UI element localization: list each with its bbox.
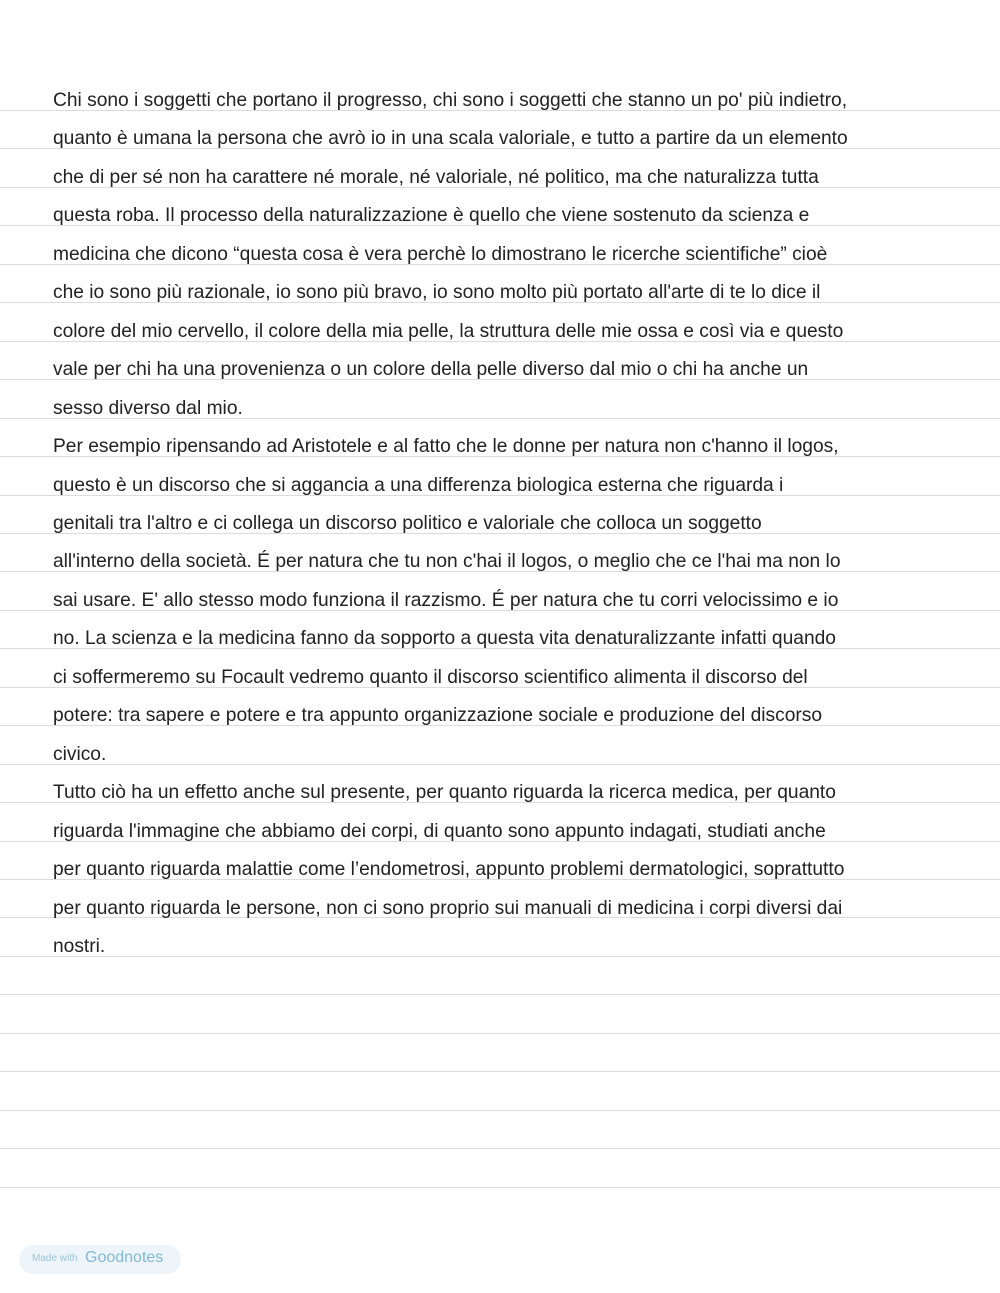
text-line: vale per chi ha una provenienza o un colore della pelle diverso dal mio o chi ha anche un [53, 359, 809, 381]
text-line: che io sono più razionale, io sono più bravo, io sono molto più portato all'arte di te lo dice il [53, 282, 821, 304]
text-line: Chi sono i soggetti che portano il progresso, chi sono i soggetti che stanno un po' più indietro, [53, 90, 848, 111]
text-line: nostri. [53, 935, 106, 957]
rule-line [0, 1071, 1000, 1072]
text-line: colore del mio cervello, il colore della mia pelle, la struttura delle mie ossa e così via e questo [53, 320, 844, 342]
text-line: sai usare. E' allo stesso modo funziona il razzismo. É per natura che tu corri velocissimo e io [53, 589, 839, 611]
rule-line [0, 1148, 1000, 1149]
text-line: sesso diverso dal mio. [53, 397, 243, 419]
text-line: no. La scienza e la medicina fanno da sopporto a questa vita denaturalizzante infatti quando [53, 628, 836, 650]
text-line: Tutto ciò ha un effetto anche sul presente, per quanto riguarda la ricerca medica, per quanto [53, 782, 836, 804]
text-line: questa roba. Il processo della naturalizzazione è quello che viene sostenuto da scienza e [53, 205, 810, 227]
rule-line [0, 1187, 1000, 1188]
text-line: civico. [53, 743, 107, 765]
text-line: questo è un discorso che si aggancia a una differenza biologica esterna che riguarda i [53, 474, 784, 496]
rule-line [0, 1033, 1000, 1034]
text-line: per quanto riguarda malattie come l’endometrosi, appunto problemi dermatologici, soprattutto [53, 859, 845, 881]
text-line: ci soffermeremo su Focault vedremo quanto il discorso scientifico alimenta il discorso del [53, 666, 808, 688]
rule-line [0, 994, 1000, 995]
note-text [53, 82, 953, 966]
paragraph-2 [53, 428, 953, 774]
text-line: medicina che dicono “questa cosa è vera perchè lo dimostrano le ricerche scientifiche” cioè [53, 243, 828, 265]
text-line: genitali tra l'altro e ci collega un discorso politico e valoriale che colloca un soggetto [53, 512, 762, 534]
rule-line [0, 1110, 1000, 1111]
text-line: che di per sé non ha carattere né morale, né valoriale, né politico, ma che naturalizza tutta [53, 166, 819, 188]
text-line: quanto è umana la persona che avrò io in una scala valoriale, e tutto a partire da un elemento [53, 128, 848, 150]
paragraph-1 [53, 82, 953, 428]
text-line: riguarda l'immagine che abbiamo dei corpi, di quanto sono appunto indagati, studiati anche [53, 820, 826, 842]
goodnotes-logo: Goodnotes [85, 1249, 164, 1266]
text-line: all'interno della società. É per natura che tu non c'hai il logos, o meglio che ce l'hai ma non lo [53, 551, 841, 573]
text-line: Per esempio ripensando ad Aristotele e al fatto che le donne per natura non c'hanno il logos, [53, 436, 839, 458]
made-with-label: Made with [32, 1253, 78, 1264]
text-line: per quanto riguarda le persone, non ci sono proprio sui manuali di medicina i corpi diversi dai [53, 897, 843, 919]
text-line: potere: tra sapere e potere e tra appunto organizzazione sociale e produzione del discorso [53, 705, 823, 727]
goodnotes-badge [19, 1245, 181, 1274]
paragraph-3 [53, 774, 953, 966]
